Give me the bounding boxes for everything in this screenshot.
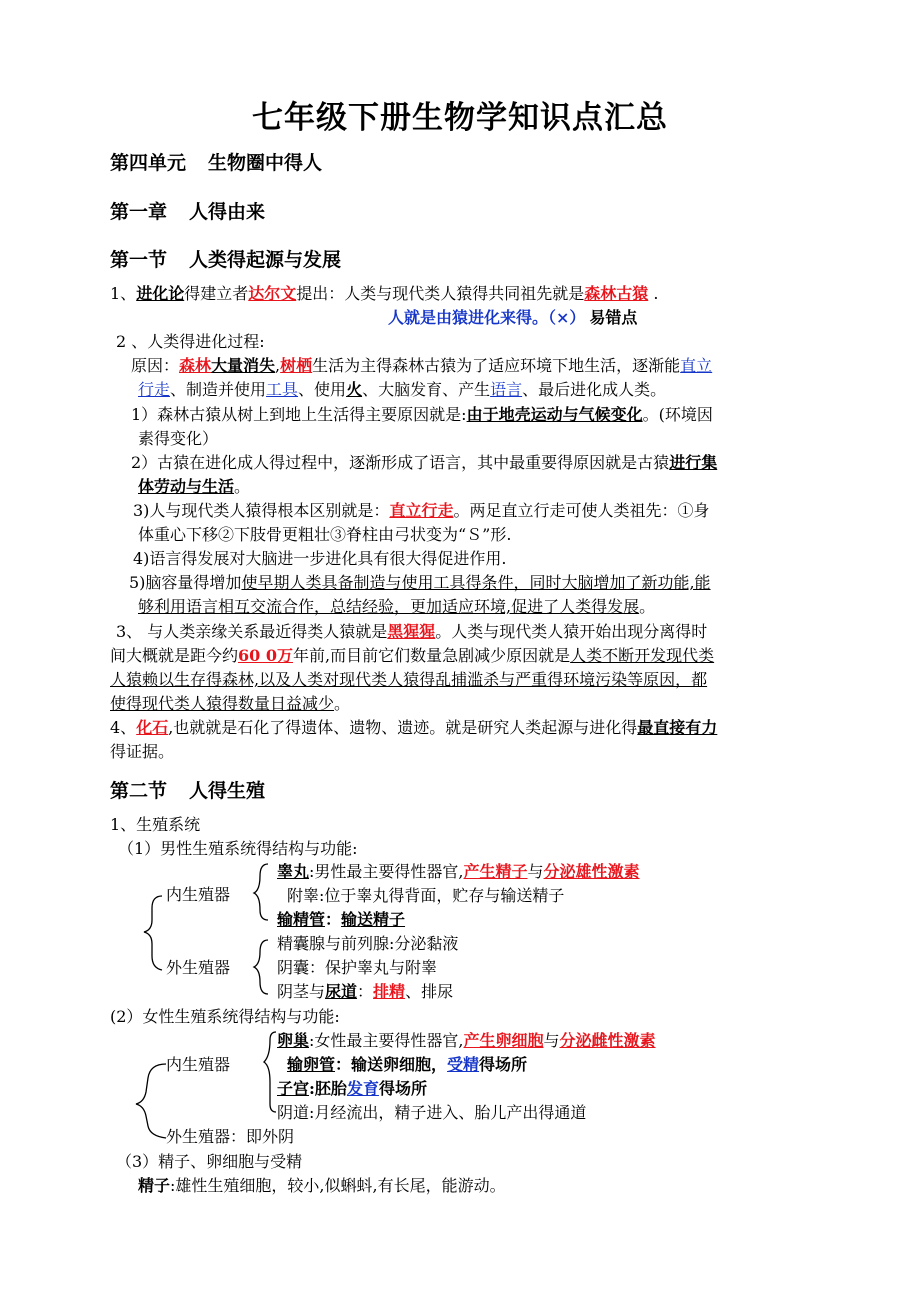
text: 。(环境因 [642, 405, 713, 424]
term-evolution: 进化论 [136, 284, 185, 303]
note-text: 人就是由猿进化来得。（×） [388, 308, 586, 327]
s2-point3: （3）精子、卵细胞与受精 [116, 1152, 303, 1171]
female-oviduct [287, 1053, 527, 1077]
text: 与 [527, 862, 544, 881]
term-female-hormone: 分泌雌性激素 [559, 1031, 656, 1050]
text: :胚胎 [309, 1079, 347, 1098]
term-transport-sperm: 输送精子 [341, 910, 406, 929]
text: 得场所 [479, 1055, 528, 1074]
text: :男性最主要得性器官, [309, 862, 464, 881]
term-chimpanzee: 黑猩猩 [387, 622, 436, 641]
text: 。人类与现代类人猿开始出现分离得时 [435, 622, 708, 641]
term-direct-evidence: 最直接有力 [637, 718, 718, 737]
text: 、使用 [298, 380, 347, 399]
term-testis: 睾丸 [277, 862, 310, 881]
s2-sperm [138, 1174, 506, 1198]
text: 。两足直立行走可使人类祖先：①身 [453, 501, 710, 520]
male-outer-brace [144, 896, 162, 970]
s1-point4-line1 [110, 716, 717, 740]
s1-item2-line2 [138, 475, 250, 499]
male-glands: 精囊腺与前列腺:分泌黏液 [277, 934, 459, 953]
text: 2）古猿在进化成人得过程中，逐渐形成了语言，其中最重要得原因就是古猿 [131, 453, 670, 472]
male-vas-deferens [277, 908, 405, 932]
text: 3、 与人类亲缘关系最近得类人猿就是 [116, 622, 388, 641]
term-disappear: 大量消失 [211, 356, 276, 375]
underlined-text: 人猿赖以生存得森林,以及人类对现代类人猿得乱捕滥杀与严重得环境污染等原因，都 [110, 670, 708, 689]
text: 、排尿 [405, 982, 454, 1001]
s1-point1 [110, 282, 658, 306]
s2-system: 1、生殖系统 [110, 815, 201, 834]
female-outer-brace [136, 1064, 166, 1138]
term-walk: 行走 [138, 380, 171, 399]
underlined-text: 使早期人类具备制造与使用工具得条件，同时大脑增加了新功能,能 [241, 573, 711, 592]
s2-male-heading: （1）男性生殖系统得结构与功能: [118, 839, 358, 858]
text: 1）森林古猿从树上到地上生活得主要原因就是: [131, 405, 467, 424]
text: 1、 [110, 284, 137, 303]
term-language: 语言 [490, 380, 523, 399]
term-ejaculation: 排精 [373, 982, 406, 1001]
term-arboreal: 树栖 [280, 356, 313, 375]
term-collective-life: 体劳动与生活 [138, 477, 235, 496]
text: ,也就就是石化了得遗体、遗物、遗迹。就是研究人类起源与进化得 [168, 718, 638, 737]
text: 。 [334, 694, 351, 713]
term-oviduct: 输卵管 [287, 1055, 336, 1074]
male-outer-label: 外生殖器 [166, 958, 231, 977]
term-tools: 工具 [266, 380, 299, 399]
s1-item1-line2: 素得变化） [138, 429, 219, 448]
term-uterus: 子宫 [277, 1079, 310, 1098]
term-vas-deferens: 输精管 [277, 910, 326, 929]
text: 、制造并使用 [170, 380, 267, 399]
chapter-heading [110, 197, 265, 224]
text: ：输送卵细胞， [335, 1055, 448, 1074]
term-fertilization: 受精 [447, 1055, 480, 1074]
male-external-brace [254, 940, 268, 994]
s1-point3-line1 [116, 620, 707, 644]
text: , [275, 356, 281, 375]
text: 与 [543, 1031, 560, 1050]
note-tag: 易错点 [589, 308, 638, 327]
female-ovary [277, 1029, 656, 1053]
unit-label: 第四单元 [110, 152, 187, 174]
text: 、最后进化成人类。 [522, 380, 667, 399]
section2-label: 第二节 [110, 780, 168, 802]
underlined-text: 人类不断开发现代类 [570, 646, 715, 665]
text: 3)人与现代类人猿得根本区别就是： [133, 501, 390, 520]
term-fire: 火 [346, 380, 363, 399]
page-title: 七年级下册生物学知识点汇总 [252, 100, 668, 136]
s1-point3-line4 [110, 692, 350, 716]
s1-point2: 2 、人类得进化过程: [116, 332, 265, 351]
female-inner-label: 内生殖器 [166, 1055, 231, 1074]
term-male-hormone: 分泌雄性激素 [543, 862, 640, 881]
term-forest: 森林 [179, 356, 212, 375]
term-sperm: 精子 [138, 1176, 171, 1195]
s2-female-heading: (2）女性生殖系统得结构与功能: [110, 1007, 340, 1026]
term-forest-ape: 森林古猿 [584, 284, 649, 303]
text: 。 [639, 597, 656, 616]
male-epididymis: 附睾:位于睾丸得背面，贮存与输送精子 [287, 886, 565, 905]
s1-item5-line2 [138, 595, 655, 619]
s1-item2-line1 [131, 451, 717, 475]
female-vagina: 阴道:月经流出，精子进入、胎儿产出得通道 [277, 1103, 587, 1122]
term-years: 60 0万 [238, 646, 293, 665]
text: 5)脑容量得增加 [129, 573, 242, 592]
female-uterus [277, 1077, 427, 1101]
term-upright: 直立 [680, 356, 713, 375]
chapter-name: 人得由来 [189, 201, 266, 223]
s1-point4-line2: 得证据。 [110, 742, 175, 761]
text: 得场所 [378, 1079, 427, 1098]
section1-name: 人类得起源与发展 [189, 249, 342, 271]
s1-item4: 4)语言得发展对大脑进一步进化具有很大得促进作用. [133, 549, 507, 568]
male-scrotum: 阴囊：保护睾丸与附睾 [277, 958, 438, 977]
unit-heading [110, 148, 322, 175]
term-collective-labor: 进行集 [669, 453, 718, 472]
underlined-text: 够利用语言相互交流合作，总结经验，更加适应环境,促进了人类得发展 [138, 597, 640, 616]
term-crust-climate: 由于地壳运动与气候变化 [466, 405, 643, 424]
s1-point3-line2 [110, 644, 714, 668]
term-development: 发育 [346, 1079, 379, 1098]
underlined-text: 使得现代类人猿得数量日益减少 [110, 694, 335, 713]
text: ： [325, 910, 342, 929]
male-penis [277, 980, 453, 1004]
s1-item3-line1 [133, 499, 709, 523]
text: 间大概就是距今约 [110, 646, 239, 665]
text: ： [357, 982, 374, 1001]
text: 。 [234, 477, 251, 496]
s1-item1-line1 [131, 403, 713, 427]
text: 生活为主得森林古猿为了适应环境下地生活，逐渐能 [312, 356, 681, 375]
chapter-label: 第一章 [110, 201, 168, 223]
s1-item5-line1 [129, 571, 711, 595]
female-inner-brace [264, 1032, 276, 1112]
term-sperm-production: 产生精子 [463, 862, 528, 881]
section1-heading [110, 245, 341, 272]
text: :女性最主要得性器官, [309, 1031, 464, 1050]
term-ovary: 卵巢 [277, 1031, 310, 1050]
text: 阴茎与 [277, 982, 326, 1001]
s1-reason-line2 [138, 378, 666, 402]
male-testis [277, 860, 640, 884]
s1-item3-line2: 体重心下移②下肢骨更粗壮③脊柱由弓状变为“Ｓ”形. [138, 525, 512, 544]
term-egg-production: 产生卵细胞 [463, 1031, 544, 1050]
text: 年前,而目前它们数量急剧减少原因就是 [293, 646, 571, 665]
text: 原因： [131, 356, 180, 375]
male-inner-label: 内生殖器 [166, 885, 231, 904]
text: :雄性生殖细胞，较小,似蝌蚪,有长尾，能游动。 [170, 1176, 506, 1195]
s1-reason-line1 [131, 354, 712, 378]
section2-name: 人得生殖 [189, 780, 266, 802]
section2-heading [110, 776, 265, 803]
unit-name: 生物圈中得人 [208, 152, 323, 174]
male-inner-brace [254, 864, 268, 920]
text: 、大脑发育、产生 [362, 380, 491, 399]
s1-note [388, 306, 637, 330]
s1-point3-line3 [110, 668, 707, 692]
text: . [648, 284, 659, 303]
text: 提出：人类与现代类人猿得共同祖先就是 [296, 284, 585, 303]
term-darwin: 达尔文 [248, 284, 297, 303]
text: 得建立者 [184, 284, 249, 303]
term-urethra: 尿道 [325, 982, 358, 1001]
female-outer-label: 外生殖器：即外阴 [166, 1127, 295, 1146]
text: 4、 [110, 718, 137, 737]
term-fossil: 化石 [136, 718, 169, 737]
term-bipedal: 直立行走 [389, 501, 454, 520]
section1-label: 第一节 [110, 249, 168, 271]
